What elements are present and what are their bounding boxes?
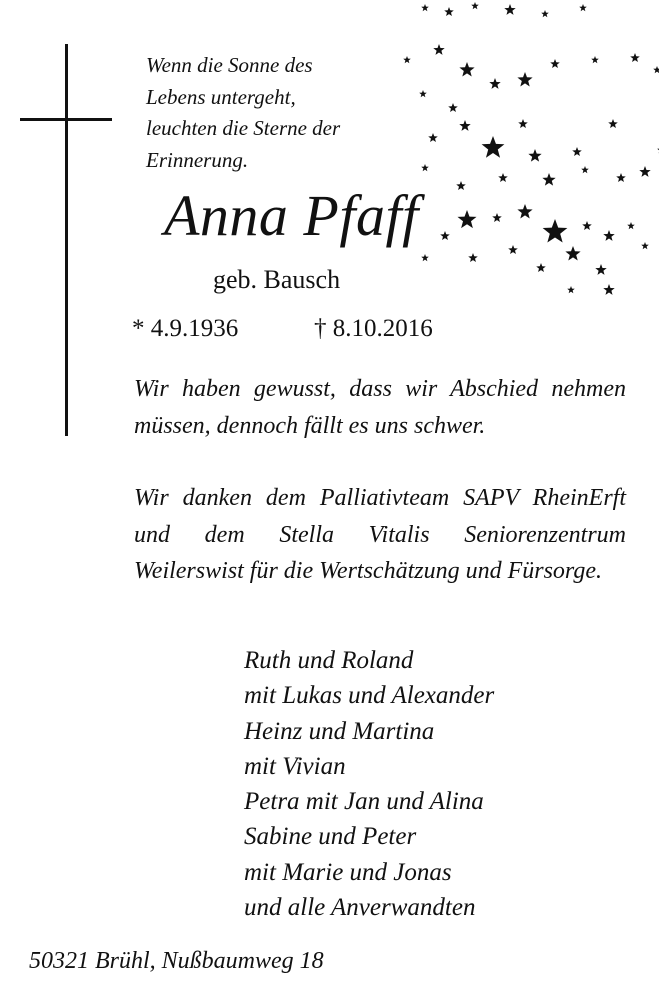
maiden-name: geb. Bausch bbox=[213, 265, 341, 294]
motto-verse bbox=[146, 50, 396, 176]
star-icon bbox=[508, 245, 518, 254]
star-icon bbox=[528, 149, 541, 162]
star-icon bbox=[459, 62, 474, 76]
star-icon bbox=[582, 221, 592, 230]
star-icon bbox=[608, 119, 618, 128]
mourner-line: mit Vivian bbox=[244, 752, 346, 780]
star-icon bbox=[653, 66, 659, 73]
star-icon bbox=[572, 147, 582, 156]
star-icon bbox=[403, 56, 411, 63]
star-icon bbox=[581, 166, 589, 173]
star-icon bbox=[419, 90, 427, 97]
star-icon bbox=[482, 136, 505, 158]
star-icon bbox=[591, 56, 599, 63]
star-icon bbox=[536, 263, 546, 272]
star-icon bbox=[504, 4, 515, 15]
mourner-line: Petra mit Jan und Alina bbox=[244, 788, 484, 816]
mourner-line: Sabine und Peter bbox=[244, 823, 417, 851]
farewell-paragraph: Wir haben gewusst, dass wir Abschied nehmen müssen, dennoch fällt es uns schwer. bbox=[134, 376, 626, 439]
cross-vertical-bar bbox=[65, 44, 68, 436]
star-icon bbox=[630, 53, 640, 62]
star-icon bbox=[421, 254, 429, 261]
star-icon bbox=[468, 253, 478, 262]
star-icon bbox=[567, 286, 575, 293]
cross-horizontal-bar bbox=[20, 118, 112, 121]
star-icon bbox=[421, 164, 429, 171]
star-icon bbox=[428, 133, 438, 142]
star-icon bbox=[565, 246, 580, 260]
star-icon bbox=[641, 242, 649, 249]
star-icon bbox=[489, 78, 500, 89]
star-icon bbox=[448, 103, 458, 112]
star-icon bbox=[498, 173, 508, 182]
star-icon bbox=[616, 173, 626, 182]
deceased-name: Anna Pfaff bbox=[164, 183, 419, 248]
star-icon bbox=[518, 119, 528, 128]
motto-line: leuchten die Sterne der bbox=[146, 116, 341, 140]
star-icon bbox=[433, 44, 444, 55]
star-icon bbox=[603, 230, 614, 241]
star-icon bbox=[543, 219, 568, 243]
star-icon bbox=[541, 10, 549, 17]
star-icon bbox=[456, 181, 466, 190]
star-field-icon bbox=[395, 0, 659, 300]
star-icon bbox=[492, 213, 502, 222]
star-icon bbox=[440, 231, 450, 240]
star-icon bbox=[639, 166, 650, 177]
star-icon bbox=[550, 59, 560, 68]
motto-line: Lebens untergeht, bbox=[146, 84, 296, 109]
thanks-paragraph: Wir danken dem Palliativteam SAPV RheinErft und dem Stella Vitalis Seniorenzentrum Weilerswist für die Wertschätzung und Fürsorge. bbox=[134, 485, 626, 584]
star-icon bbox=[421, 4, 429, 11]
star-icon bbox=[517, 72, 532, 86]
birth-date: * 4.9.1936 bbox=[132, 315, 239, 342]
mourners-list bbox=[244, 643, 494, 925]
death-date: † 8.10.2016 bbox=[314, 315, 433, 342]
mourner-line: und alle Anverwandten bbox=[244, 894, 476, 922]
mourner-line: mit Marie und Jonas bbox=[244, 858, 452, 886]
mourner-line: Heinz und Martina bbox=[244, 717, 435, 745]
motto-line: Erinnerung. bbox=[146, 147, 249, 172]
life-dates bbox=[132, 313, 433, 345]
star-icon bbox=[471, 2, 479, 9]
mourner-line: Ruth und Roland bbox=[244, 647, 414, 674]
star-icon bbox=[517, 204, 532, 218]
star-icon bbox=[459, 120, 470, 131]
motto-line: Wenn die Sonne des bbox=[146, 53, 313, 77]
star-icon bbox=[595, 264, 606, 275]
star-icon bbox=[542, 173, 555, 186]
family-address: 50321 Brühl, Nußbaumweg 18 bbox=[29, 948, 324, 974]
star-icon bbox=[603, 284, 614, 295]
star-icon bbox=[627, 222, 635, 229]
mourner-line: mit Lukas und Alexander bbox=[244, 682, 495, 710]
star-icon bbox=[457, 210, 476, 228]
star-icon bbox=[444, 7, 454, 16]
star-icon bbox=[579, 4, 587, 11]
